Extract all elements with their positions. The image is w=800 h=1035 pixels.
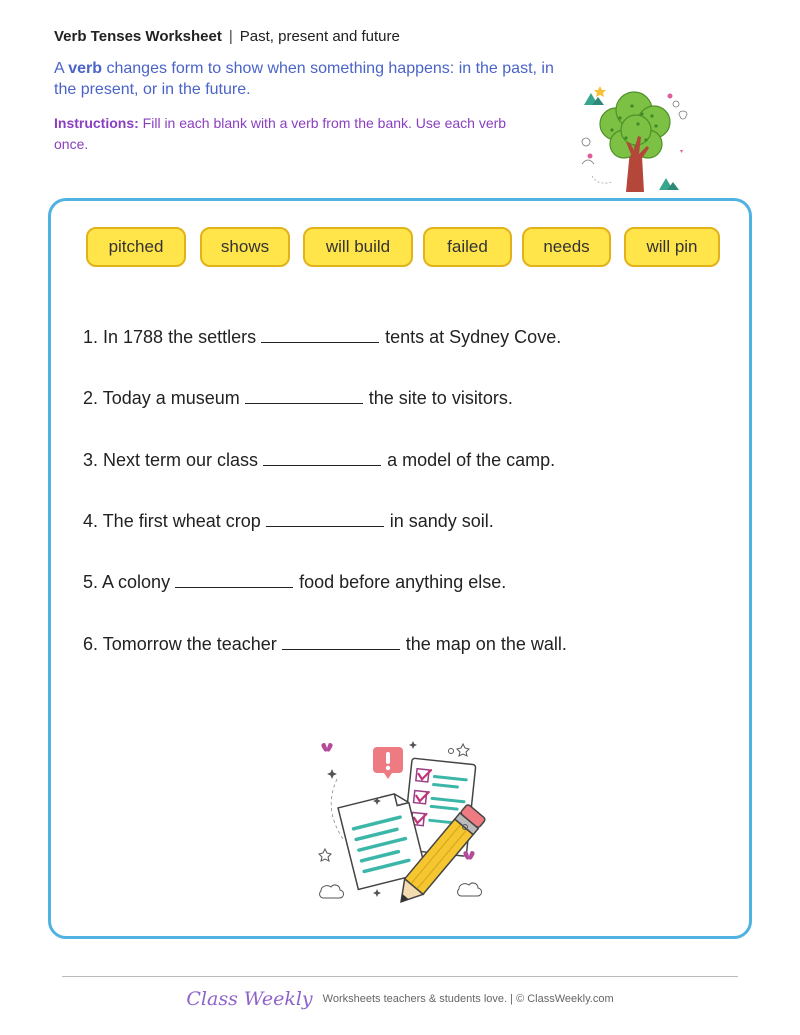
answer-blank[interactable] [245, 390, 363, 404]
word-bank-chip: failed [423, 227, 512, 267]
question-text-before: 3. Next term our class [83, 450, 259, 470]
header-separator: | [228, 28, 233, 45]
question-item [83, 511, 494, 532]
question-text-before: 5. A colony [83, 572, 171, 592]
footer-text: Worksheets teachers & students love. | © ClassWeekly.com [322, 993, 614, 1005]
intro-keyword: verb [68, 60, 103, 77]
instructions-label: Instructions: [54, 115, 139, 131]
question-text-after: food before anything else. [299, 572, 507, 592]
worksheet-title: Verb Tenses Worksheet [54, 28, 222, 45]
worksheet-subtitle: Past, present and future [239, 28, 400, 45]
word-bank [86, 227, 726, 267]
question-text-before: 2. Today a museum [83, 388, 240, 408]
question-item [83, 327, 561, 348]
answer-blank[interactable] [282, 636, 400, 650]
question-item [83, 388, 513, 409]
word-bank-chip: needs [522, 227, 611, 267]
intro-paragraph [54, 58, 554, 100]
intro-rest: changes form to show when something happens: in the past, in the present, or in the future. [54, 60, 554, 98]
question-item [83, 634, 567, 655]
answer-blank[interactable] [261, 329, 379, 343]
word-bank-chip: pitched [86, 227, 186, 267]
question-text-before: 1. In 1788 the settlers [83, 327, 257, 347]
question-text-after: a model of the camp. [387, 450, 556, 470]
question-text-after: in sandy soil. [389, 511, 494, 531]
question-text-after: the site to visitors. [368, 388, 513, 408]
instructions-text: Fill in each blank with a verb from the bank. Use each verb once. [54, 115, 507, 152]
word-bank-chip: shows [200, 227, 290, 267]
intro-prefix: A [54, 60, 69, 77]
instructions-paragraph [54, 113, 544, 155]
brand-logo: Class Weekly [186, 988, 313, 1010]
word-bank-chip: will build [303, 227, 413, 267]
word-bank-chip: will pin [624, 227, 720, 267]
question-item [83, 450, 555, 471]
question-text-after: the map on the wall. [405, 634, 567, 654]
question-text-before: 4. The first wheat crop [83, 511, 261, 531]
worksheet-header [54, 28, 400, 45]
answer-blank[interactable] [175, 574, 293, 588]
question-text-before: 6. Tomorrow the teacher [83, 634, 277, 654]
footer-divider [62, 976, 738, 977]
question-text-after: tents at Sydney Cove. [385, 327, 562, 347]
question-item [83, 572, 506, 593]
worksheet-checklist-pencil-icon [317, 739, 487, 914]
answer-blank[interactable] [263, 452, 381, 466]
tree-illustration-icon [576, 80, 694, 195]
footer [0, 988, 800, 1010]
worksheet-panel [48, 198, 752, 939]
answer-blank[interactable] [266, 513, 384, 527]
